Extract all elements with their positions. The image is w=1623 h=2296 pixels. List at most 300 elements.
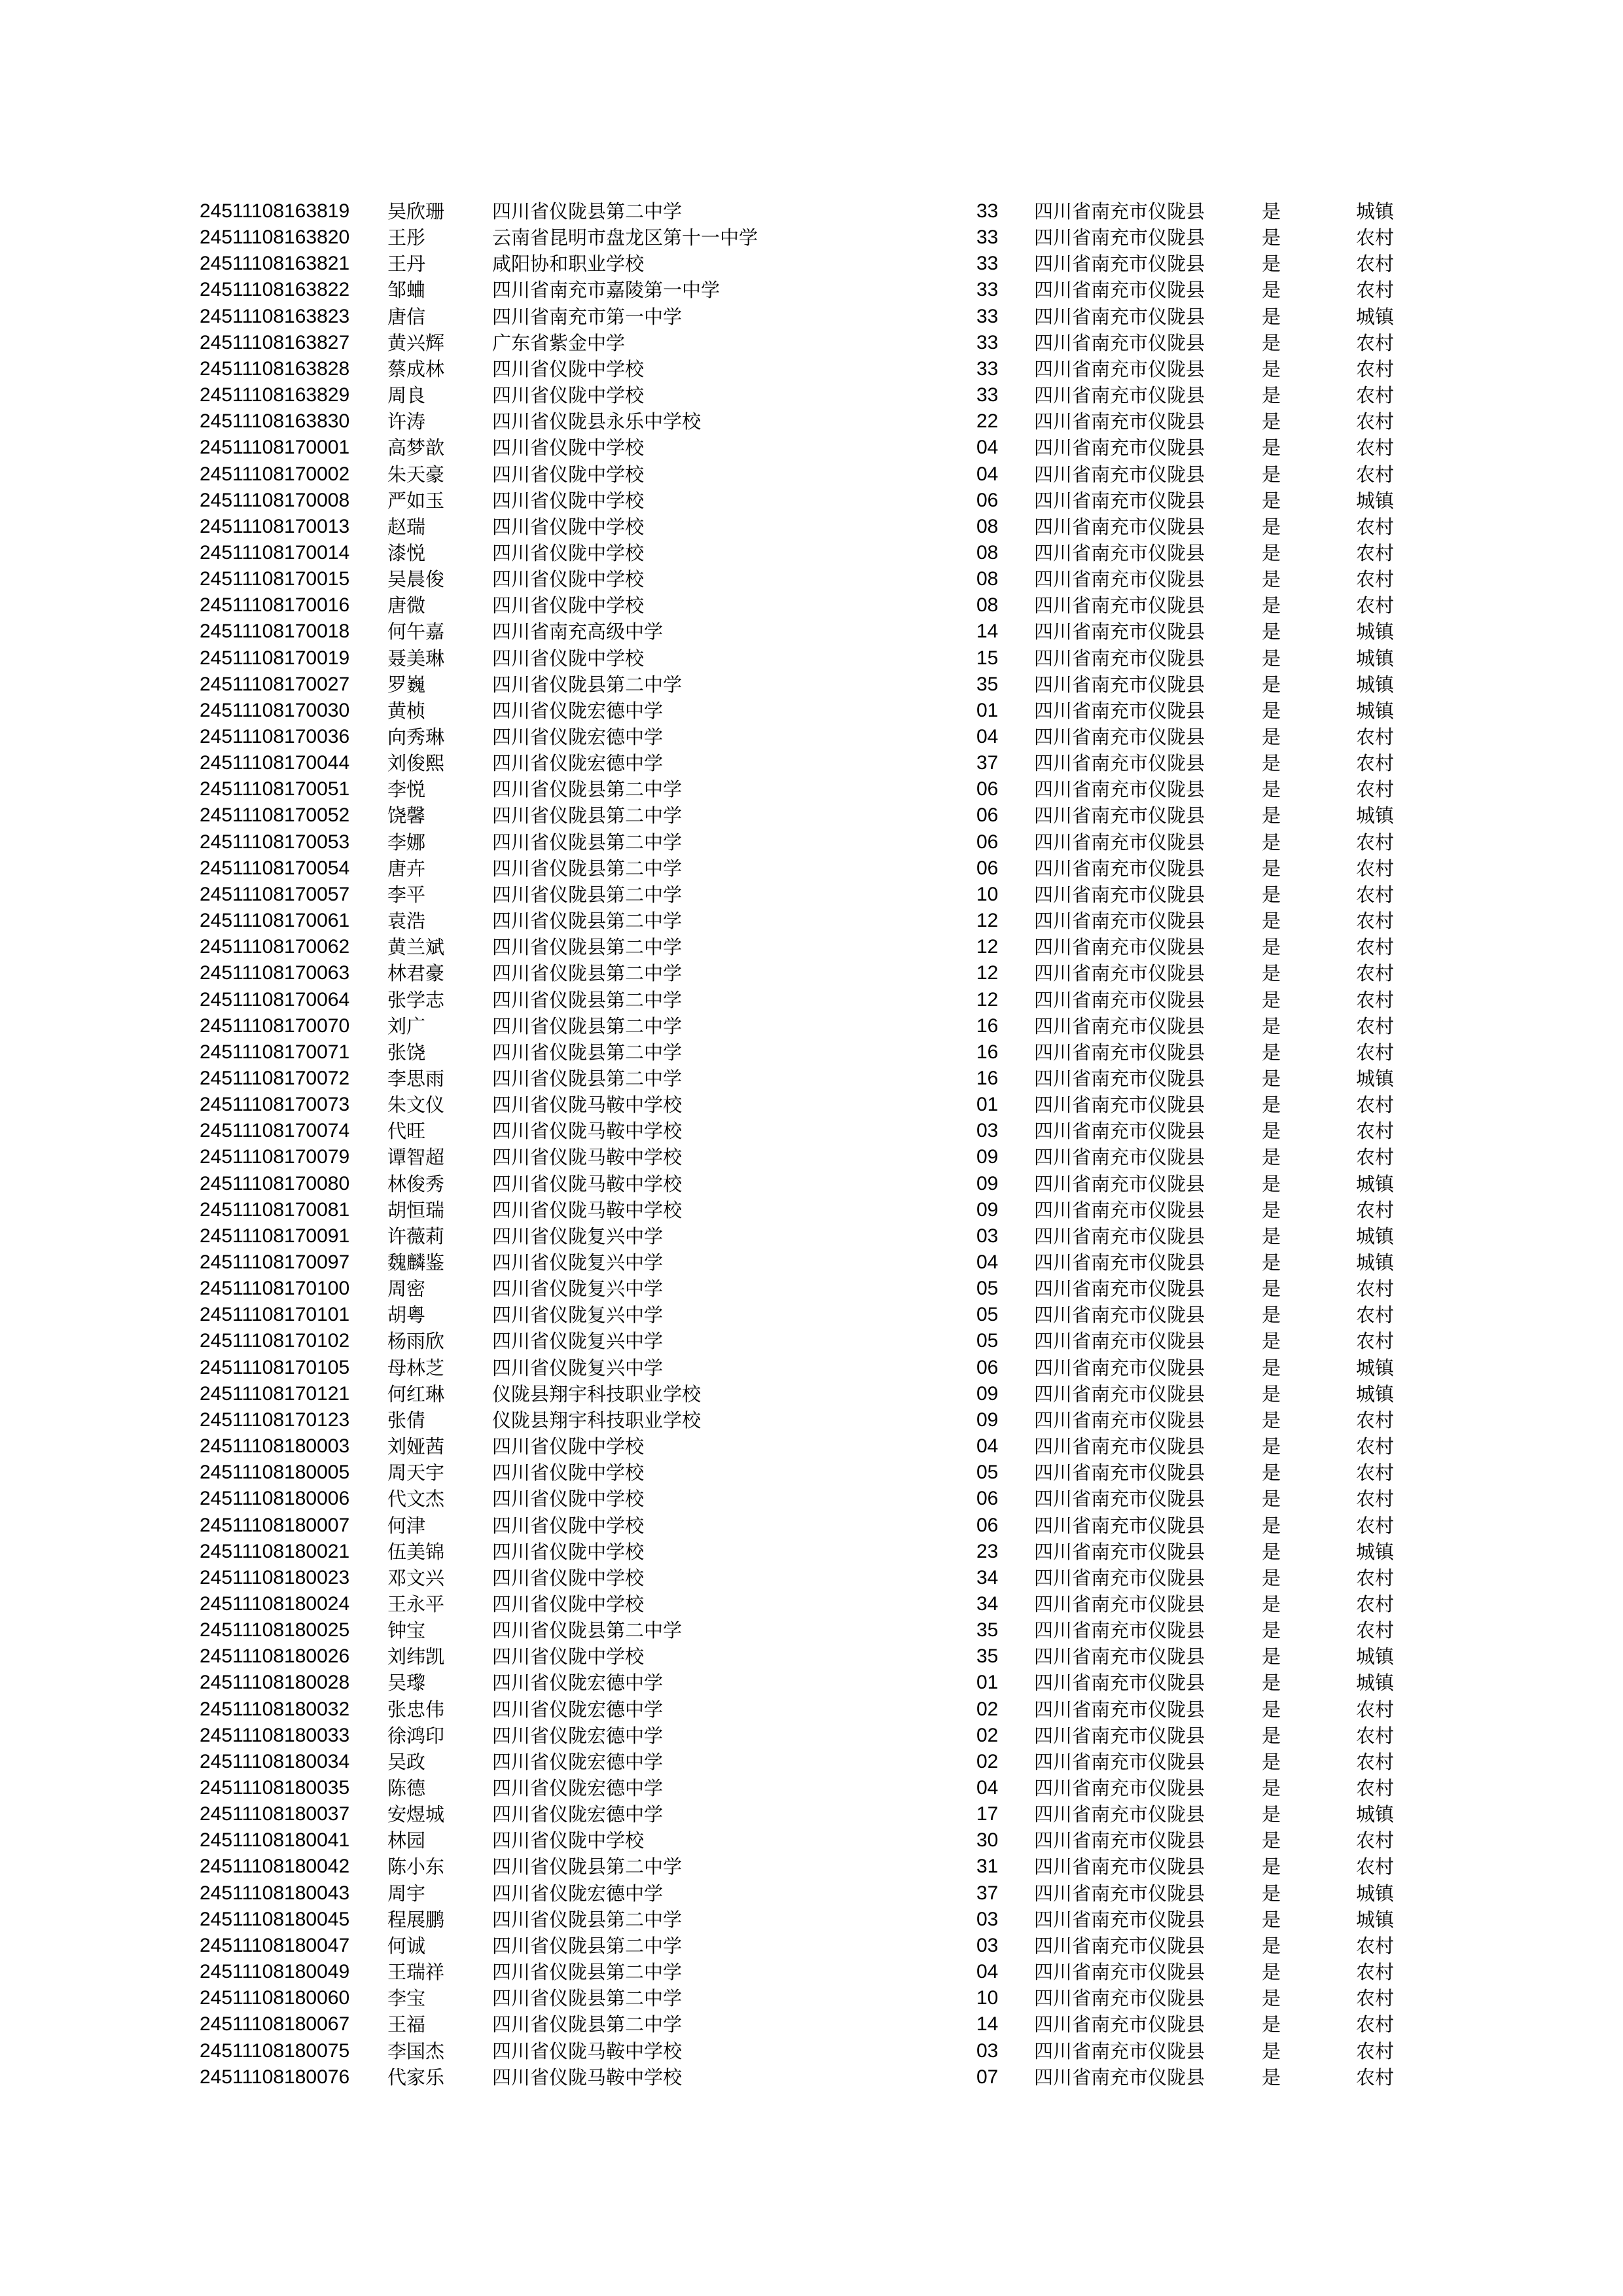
record-region: 四川省南充市仪陇县 bbox=[1034, 384, 1205, 407]
record-id: 24511108170105 bbox=[200, 1356, 350, 1378]
record-area: 农村 bbox=[1356, 1120, 1395, 1143]
record-code: 09 bbox=[976, 1198, 999, 1221]
record-region: 四川省南充市仪陇县 bbox=[1034, 541, 1205, 564]
record-name: 李思雨 bbox=[387, 1067, 445, 1090]
record-flag: 是 bbox=[1262, 568, 1281, 591]
record-school: 广东省紫金中学 bbox=[492, 331, 626, 354]
record-code: 30 bbox=[976, 1829, 999, 1852]
record-flag: 是 bbox=[1262, 1041, 1281, 1064]
table-row bbox=[0, 1066, 1623, 1092]
record-id: 24511108170091 bbox=[200, 1225, 350, 1247]
record-school: 四川省仪陇中学校 bbox=[492, 515, 645, 538]
record-code: 02 bbox=[976, 1750, 999, 1772]
record-name: 高梦歆 bbox=[387, 437, 445, 459]
record-id: 24511108170080 bbox=[200, 1172, 350, 1194]
table-row bbox=[0, 1355, 1623, 1381]
record-flag: 是 bbox=[1262, 1067, 1281, 1090]
record-school: 四川省仪陇县第二中学 bbox=[492, 962, 683, 985]
table-row bbox=[0, 1880, 1623, 1907]
record-area: 农村 bbox=[1356, 2013, 1395, 2036]
record-id: 24511108180067 bbox=[200, 2013, 350, 2036]
record-school: 四川省仪陇县第二中学 bbox=[492, 200, 683, 223]
record-region: 四川省南充市仪陇县 bbox=[1034, 1488, 1205, 1511]
record-school: 四川省仪陇中学校 bbox=[492, 489, 645, 512]
record-area: 城镇 bbox=[1356, 1067, 1395, 1090]
record-code: 08 bbox=[976, 594, 999, 617]
record-school: 四川省仪陇复兴中学 bbox=[492, 1225, 664, 1247]
table-row bbox=[0, 198, 1623, 224]
record-school: 四川省仪陇县第二中学 bbox=[492, 1619, 683, 1642]
table-row bbox=[0, 592, 1623, 619]
record-name: 刘俊熙 bbox=[387, 752, 445, 775]
record-flag: 是 bbox=[1262, 1094, 1281, 1117]
record-area: 农村 bbox=[1356, 1987, 1395, 2010]
record-flag: 是 bbox=[1262, 1856, 1281, 1878]
record-flag: 是 bbox=[1262, 1540, 1281, 1563]
record-id: 24511108180003 bbox=[200, 1435, 350, 1458]
record-flag: 是 bbox=[1262, 647, 1281, 670]
record-area: 农村 bbox=[1356, 1724, 1395, 1747]
table-row bbox=[0, 1433, 1623, 1460]
record-id: 24511108170071 bbox=[200, 1041, 350, 1063]
record-id: 24511108180049 bbox=[200, 1961, 350, 1983]
record-region: 四川省南充市仪陇县 bbox=[1034, 1592, 1205, 1615]
record-school: 四川省仪陇县第二中学 bbox=[492, 1908, 683, 1931]
record-region: 四川省南充市仪陇县 bbox=[1034, 253, 1205, 276]
record-id: 24511108170057 bbox=[200, 883, 350, 905]
record-code: 04 bbox=[976, 463, 999, 485]
record-area: 农村 bbox=[1356, 437, 1395, 459]
record-id: 24511108180060 bbox=[200, 1987, 350, 2009]
record-school: 四川省仪陇马鞍中学校 bbox=[492, 1146, 683, 1169]
record-region: 四川省南充市仪陇县 bbox=[1034, 910, 1205, 933]
record-school: 四川省仪陇县第二中学 bbox=[492, 1961, 683, 1984]
record-flag: 是 bbox=[1262, 1435, 1281, 1458]
record-area: 农村 bbox=[1356, 253, 1395, 276]
record-region: 四川省南充市仪陇县 bbox=[1034, 1514, 1205, 1537]
record-area: 农村 bbox=[1356, 1619, 1395, 1642]
record-name: 陈德 bbox=[387, 1777, 426, 1799]
record-flag: 是 bbox=[1262, 752, 1281, 775]
record-code: 09 bbox=[976, 1408, 999, 1431]
record-code: 35 bbox=[976, 1619, 999, 1641]
record-id: 24511108170062 bbox=[200, 936, 350, 958]
table-row bbox=[0, 1223, 1623, 1249]
record-area: 农村 bbox=[1356, 1435, 1395, 1458]
record-region: 四川省南充市仪陇县 bbox=[1034, 962, 1205, 985]
table-row bbox=[0, 1092, 1623, 1118]
record-school: 四川省仪陇中学校 bbox=[492, 1435, 645, 1458]
record-name: 黄兰斌 bbox=[387, 936, 445, 959]
record-area: 农村 bbox=[1356, 752, 1395, 775]
record-id: 24511108170052 bbox=[200, 804, 350, 827]
record-area: 城镇 bbox=[1356, 699, 1395, 722]
record-code: 03 bbox=[976, 1934, 999, 1956]
record-school: 仪陇县翔宇科技职业学校 bbox=[492, 1408, 702, 1431]
record-code: 12 bbox=[976, 988, 999, 1011]
record-flag: 是 bbox=[1262, 726, 1281, 748]
record-name: 唐信 bbox=[387, 305, 426, 328]
record-area: 农村 bbox=[1356, 831, 1395, 853]
record-code: 22 bbox=[976, 410, 999, 433]
record-id: 24511108163821 bbox=[200, 253, 350, 275]
record-code: 34 bbox=[976, 1592, 999, 1615]
record-name: 钟宝 bbox=[387, 1619, 426, 1642]
table-row bbox=[0, 1539, 1623, 1565]
record-name: 漆悦 bbox=[387, 541, 426, 564]
table-row bbox=[0, 435, 1623, 461]
record-name: 程展鹏 bbox=[387, 1908, 445, 1931]
record-code: 16 bbox=[976, 1067, 999, 1089]
record-id: 24511108170016 bbox=[200, 594, 350, 617]
record-school: 四川省仪陇县第二中学 bbox=[492, 2013, 683, 2036]
record-region: 四川省南充市仪陇县 bbox=[1034, 1777, 1205, 1799]
record-school: 四川省仪陇县第二中学 bbox=[492, 1987, 683, 2010]
record-flag: 是 bbox=[1262, 1566, 1281, 1589]
record-area: 农村 bbox=[1356, 1777, 1395, 1799]
record-area: 城镇 bbox=[1356, 620, 1395, 643]
record-flag: 是 bbox=[1262, 1750, 1281, 1773]
record-id: 24511108170001 bbox=[200, 437, 350, 459]
record-code: 10 bbox=[976, 1987, 999, 2009]
record-id: 24511108170030 bbox=[200, 699, 350, 721]
record-flag: 是 bbox=[1262, 699, 1281, 722]
table-row bbox=[0, 1854, 1623, 1880]
record-id: 24511108170044 bbox=[200, 752, 350, 774]
record-flag: 是 bbox=[1262, 1382, 1281, 1405]
record-flag: 是 bbox=[1262, 1645, 1281, 1668]
record-region: 四川省南充市仪陇县 bbox=[1034, 1408, 1205, 1431]
record-flag: 是 bbox=[1262, 1961, 1281, 1984]
record-id: 24511108180033 bbox=[200, 1724, 350, 1746]
record-code: 06 bbox=[976, 1356, 999, 1378]
record-school: 云南省昆明市盘龙区第十一中学 bbox=[492, 226, 758, 249]
record-code: 02 bbox=[976, 1724, 999, 1746]
record-code: 08 bbox=[976, 515, 999, 537]
record-flag: 是 bbox=[1262, 988, 1281, 1011]
record-name: 刘娅茜 bbox=[387, 1435, 445, 1458]
record-name: 聂美琳 bbox=[387, 647, 445, 670]
record-id: 24511108170061 bbox=[200, 910, 350, 932]
table-row bbox=[0, 645, 1623, 672]
record-flag: 是 bbox=[1262, 1934, 1281, 1957]
record-flag: 是 bbox=[1262, 2013, 1281, 2036]
record-school: 四川省仪陇中学校 bbox=[492, 1514, 645, 1537]
record-school: 咸阳协和职业学校 bbox=[492, 253, 645, 276]
record-code: 06 bbox=[976, 778, 999, 800]
record-name: 安煜城 bbox=[387, 1803, 445, 1826]
record-id: 24511108170101 bbox=[200, 1304, 350, 1326]
record-flag: 是 bbox=[1262, 1172, 1281, 1195]
record-name: 刘广 bbox=[387, 1014, 426, 1037]
record-code: 16 bbox=[976, 1041, 999, 1063]
record-flag: 是 bbox=[1262, 1672, 1281, 1695]
record-area: 农村 bbox=[1356, 1304, 1395, 1327]
record-region: 四川省南充市仪陇县 bbox=[1034, 988, 1205, 1011]
record-code: 09 bbox=[976, 1382, 999, 1405]
record-name: 母林芝 bbox=[387, 1356, 445, 1379]
table-row bbox=[0, 724, 1623, 750]
record-code: 10 bbox=[976, 883, 999, 905]
record-id: 24511108180024 bbox=[200, 1592, 350, 1615]
record-name: 何红琳 bbox=[387, 1382, 445, 1405]
table-row bbox=[0, 1933, 1623, 1959]
record-id: 24511108170121 bbox=[200, 1382, 350, 1405]
table-row bbox=[0, 750, 1623, 776]
record-school: 四川省仪陇中学校 bbox=[492, 594, 645, 617]
record-region: 四川省南充市仪陇县 bbox=[1034, 831, 1205, 853]
record-area: 农村 bbox=[1356, 1961, 1395, 1984]
table-row bbox=[0, 1249, 1623, 1276]
record-code: 04 bbox=[976, 1251, 999, 1273]
record-name: 黄兴辉 bbox=[387, 331, 445, 354]
record-area: 城镇 bbox=[1356, 1382, 1395, 1405]
record-name: 周宇 bbox=[387, 1882, 426, 1905]
record-flag: 是 bbox=[1262, 1304, 1281, 1327]
record-region: 四川省南充市仪陇县 bbox=[1034, 1225, 1205, 1247]
table-row bbox=[0, 1749, 1623, 1775]
record-code: 05 bbox=[976, 1330, 999, 1352]
record-school: 四川省仪陇中学校 bbox=[492, 1829, 645, 1852]
table-row bbox=[0, 1302, 1623, 1328]
table-row bbox=[0, 1775, 1623, 1801]
table-row bbox=[0, 1276, 1623, 1302]
record-id: 24511108170027 bbox=[200, 673, 350, 695]
record-region: 四川省南充市仪陇县 bbox=[1034, 1645, 1205, 1668]
record-id: 24511108180006 bbox=[200, 1488, 350, 1510]
record-school: 四川省仪陇宏德中学 bbox=[492, 1724, 664, 1747]
record-region: 四川省南充市仪陇县 bbox=[1034, 1908, 1205, 1931]
record-area: 农村 bbox=[1356, 936, 1395, 959]
record-id: 24511108170073 bbox=[200, 1094, 350, 1116]
record-region: 四川省南充市仪陇县 bbox=[1034, 778, 1205, 801]
record-region: 四川省南充市仪陇县 bbox=[1034, 1278, 1205, 1300]
record-area: 农村 bbox=[1356, 410, 1395, 433]
table-row bbox=[0, 461, 1623, 488]
record-school: 四川省仪陇中学校 bbox=[492, 647, 645, 670]
record-code: 03 bbox=[976, 1225, 999, 1247]
record-school: 四川省仪陇中学校 bbox=[492, 541, 645, 564]
record-name: 李悦 bbox=[387, 778, 426, 801]
table-row bbox=[0, 672, 1623, 698]
record-region: 四川省南充市仪陇县 bbox=[1034, 2013, 1205, 2036]
record-id: 24511108163830 bbox=[200, 410, 350, 433]
record-name: 罗巍 bbox=[387, 673, 426, 696]
record-id: 24511108180025 bbox=[200, 1619, 350, 1641]
record-name: 代文杰 bbox=[387, 1488, 445, 1511]
table-row bbox=[0, 1144, 1623, 1170]
record-flag: 是 bbox=[1262, 778, 1281, 801]
record-region: 四川省南充市仪陇县 bbox=[1034, 515, 1205, 538]
record-school: 四川省仪陇县第二中学 bbox=[492, 1067, 683, 1090]
table-row bbox=[0, 802, 1623, 829]
record-school: 四川省仪陇县第二中学 bbox=[492, 910, 683, 933]
record-area: 农村 bbox=[1356, 2039, 1395, 2062]
record-area: 城镇 bbox=[1356, 804, 1395, 827]
table-row bbox=[0, 1328, 1623, 1354]
table-row bbox=[0, 1827, 1623, 1854]
table-row bbox=[0, 514, 1623, 540]
record-region: 四川省南充市仪陇县 bbox=[1034, 1198, 1205, 1221]
record-name: 杨雨欣 bbox=[387, 1330, 445, 1353]
record-id: 24511108170097 bbox=[200, 1251, 350, 1273]
record-id: 24511108180026 bbox=[200, 1645, 350, 1668]
record-code: 17 bbox=[976, 1803, 999, 1825]
record-school: 四川省仪陇马鞍中学校 bbox=[492, 1198, 683, 1221]
record-region: 四川省南充市仪陇县 bbox=[1034, 1094, 1205, 1117]
record-name: 周良 bbox=[387, 384, 426, 407]
record-code: 35 bbox=[976, 673, 999, 695]
record-area: 城镇 bbox=[1356, 1225, 1395, 1247]
table-row bbox=[0, 1643, 1623, 1670]
record-name: 黄桢 bbox=[387, 699, 426, 722]
record-code: 03 bbox=[976, 2039, 999, 2062]
record-school: 四川省仪陇马鞍中学校 bbox=[492, 2039, 683, 2062]
record-id: 24511108163828 bbox=[200, 357, 350, 380]
record-id: 24511108180028 bbox=[200, 1672, 350, 1694]
record-code: 09 bbox=[976, 1146, 999, 1168]
record-flag: 是 bbox=[1262, 200, 1281, 223]
record-code: 06 bbox=[976, 831, 999, 853]
record-region: 四川省南充市仪陇县 bbox=[1034, 489, 1205, 512]
record-region: 四川省南充市仪陇县 bbox=[1034, 1829, 1205, 1852]
record-flag: 是 bbox=[1262, 489, 1281, 512]
record-name: 李国杰 bbox=[387, 2039, 445, 2062]
record-region: 四川省南充市仪陇县 bbox=[1034, 1724, 1205, 1747]
record-name: 徐鸿印 bbox=[387, 1724, 445, 1747]
record-name: 谭智超 bbox=[387, 1146, 445, 1169]
table-row bbox=[0, 1959, 1623, 1985]
record-region: 四川省南充市仪陇县 bbox=[1034, 1304, 1205, 1327]
record-id: 24511108170051 bbox=[200, 778, 350, 800]
record-name: 林园 bbox=[387, 1829, 426, 1852]
record-school: 四川省仪陇中学校 bbox=[492, 1566, 645, 1589]
record-flag: 是 bbox=[1262, 357, 1281, 380]
table-row bbox=[0, 1985, 1623, 2011]
record-name: 唐卉 bbox=[387, 857, 426, 880]
record-region: 四川省南充市仪陇县 bbox=[1034, 200, 1205, 223]
record-name: 吴晨俊 bbox=[387, 568, 445, 591]
record-id: 24511108170015 bbox=[200, 568, 350, 590]
record-area: 城镇 bbox=[1356, 305, 1395, 328]
record-region: 四川省南充市仪陇县 bbox=[1034, 1382, 1205, 1405]
table-row bbox=[0, 1460, 1623, 1486]
table-row bbox=[0, 488, 1623, 514]
record-school: 四川省仪陇宏德中学 bbox=[492, 1750, 664, 1773]
record-school: 四川省仪陇中学校 bbox=[492, 437, 645, 459]
record-code: 03 bbox=[976, 1120, 999, 1142]
record-flag: 是 bbox=[1262, 253, 1281, 276]
table-row bbox=[0, 2038, 1623, 2064]
record-area: 农村 bbox=[1356, 568, 1395, 591]
record-id: 24511108180045 bbox=[200, 1908, 350, 1930]
table-row bbox=[0, 408, 1623, 435]
table-row bbox=[0, 1565, 1623, 1591]
record-name: 李宝 bbox=[387, 1987, 426, 2010]
record-code: 15 bbox=[976, 647, 999, 669]
record-id: 24511108180041 bbox=[200, 1829, 350, 1852]
record-region: 四川省南充市仪陇县 bbox=[1034, 1566, 1205, 1589]
record-region: 四川省南充市仪陇县 bbox=[1034, 883, 1205, 906]
record-name: 王永平 bbox=[387, 1592, 445, 1615]
record-flag: 是 bbox=[1262, 1462, 1281, 1484]
record-region: 四川省南充市仪陇县 bbox=[1034, 437, 1205, 459]
table-row bbox=[0, 356, 1623, 382]
record-name: 吴欣珊 bbox=[387, 200, 445, 223]
record-school: 四川省仪陇宏德中学 bbox=[492, 1672, 664, 1695]
record-region: 四川省南充市仪陇县 bbox=[1034, 1619, 1205, 1642]
record-code: 31 bbox=[976, 1856, 999, 1878]
record-flag: 是 bbox=[1262, 515, 1281, 538]
record-region: 四川省南充市仪陇县 bbox=[1034, 357, 1205, 380]
record-flag: 是 bbox=[1262, 936, 1281, 959]
record-region: 四川省南充市仪陇县 bbox=[1034, 305, 1205, 328]
record-flag: 是 bbox=[1262, 1330, 1281, 1353]
record-name: 许涛 bbox=[387, 410, 426, 433]
record-school: 四川省仪陇中学校 bbox=[492, 384, 645, 407]
record-code: 33 bbox=[976, 357, 999, 380]
record-area: 农村 bbox=[1356, 1592, 1395, 1615]
record-flag: 是 bbox=[1262, 804, 1281, 827]
record-id: 24511108163827 bbox=[200, 331, 350, 353]
table-row bbox=[0, 882, 1623, 908]
record-code: 06 bbox=[976, 1514, 999, 1536]
record-area: 农村 bbox=[1356, 357, 1395, 380]
record-area: 农村 bbox=[1356, 1408, 1395, 1431]
record-region: 四川省南充市仪陇县 bbox=[1034, 1356, 1205, 1379]
record-school: 四川省仪陇中学校 bbox=[492, 1462, 645, 1484]
record-region: 四川省南充市仪陇县 bbox=[1034, 1172, 1205, 1195]
record-code: 08 bbox=[976, 568, 999, 590]
record-code: 37 bbox=[976, 752, 999, 774]
record-area: 城镇 bbox=[1356, 1672, 1395, 1695]
record-name: 王福 bbox=[387, 2013, 426, 2036]
record-name: 饶馨 bbox=[387, 804, 426, 827]
table-row bbox=[0, 1513, 1623, 1539]
record-school: 四川省仪陇宏德中学 bbox=[492, 1777, 664, 1799]
record-flag: 是 bbox=[1262, 1514, 1281, 1537]
record-name: 吴政 bbox=[387, 1750, 426, 1773]
record-region: 四川省南充市仪陇县 bbox=[1034, 699, 1205, 722]
record-name: 王彤 bbox=[387, 226, 426, 249]
record-area: 农村 bbox=[1356, 910, 1395, 933]
record-code: 04 bbox=[976, 726, 999, 747]
record-name: 张饶 bbox=[387, 1041, 426, 1064]
record-flag: 是 bbox=[1262, 1882, 1281, 1905]
record-area: 农村 bbox=[1356, 1856, 1395, 1878]
record-area: 农村 bbox=[1356, 857, 1395, 880]
record-flag: 是 bbox=[1262, 1803, 1281, 1826]
record-id: 24511108170074 bbox=[200, 1120, 350, 1142]
record-name: 胡恒瑞 bbox=[387, 1198, 445, 1221]
record-code: 12 bbox=[976, 962, 999, 984]
record-school: 四川省仪陇马鞍中学校 bbox=[492, 1172, 683, 1195]
record-id: 24511108170072 bbox=[200, 1067, 350, 1089]
record-flag: 是 bbox=[1262, 1619, 1281, 1642]
record-flag: 是 bbox=[1262, 1777, 1281, 1799]
record-code: 34 bbox=[976, 1566, 999, 1588]
record-school: 四川省仪陇宏德中学 bbox=[492, 726, 664, 748]
record-id: 24511108170019 bbox=[200, 647, 350, 669]
table-row bbox=[0, 1171, 1623, 1197]
record-area: 城镇 bbox=[1356, 1882, 1395, 1905]
record-id: 24511108180007 bbox=[200, 1514, 350, 1536]
table-row bbox=[0, 1907, 1623, 1933]
table-row bbox=[0, 1197, 1623, 1223]
record-area: 农村 bbox=[1356, 1750, 1395, 1773]
record-name: 周天宇 bbox=[387, 1462, 445, 1484]
table-row bbox=[0, 1407, 1623, 1433]
